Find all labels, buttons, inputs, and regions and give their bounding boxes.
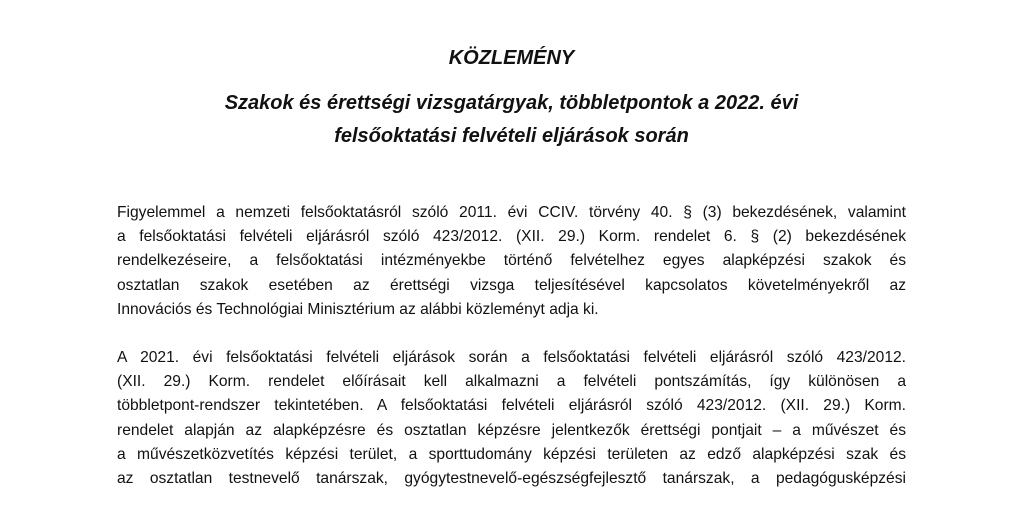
paragraph-line: a felsőoktatási felvételi eljárásról szóló 423/2012. (XII. 29.) Korm. rendelet 6. § (2) bekezdésének: [117, 228, 906, 246]
paragraph-line: A 2021. évi felsőoktatási felvételi eljárások során a felsőoktatási felvételi eljárásról szóló 423/2012.: [117, 349, 906, 366]
paragraph-line: rendelet alapján az alapképzésre és osztatlan képzésre jelentkezők érettségi pontjait – a művészet és: [117, 421, 906, 439]
paragraph-line: a művészetközvetítés képzési terület, a sporttudomány képzési területen az edző alapképzési szak és: [117, 445, 906, 463]
paragraph-line: rendelkezéseire, a felsőoktatási intézményekbe történő felvételhez egyes alapképzési szakok és: [117, 252, 906, 270]
subtitle-line: Szakok és érettségi vizsgatárgyak, többletpontok a 2022. évi: [224, 92, 799, 114]
paragraph-line: osztatlan szakok esetében az érettségi vizsga teljesítésével kapcsolatos követelményekről az: [117, 276, 906, 294]
paragraph-intro: [117, 201, 906, 322]
paragraph-line: Figyelemmel a nemzeti felsőoktatásról szóló 2011. évi CCIV. törvény 40. § (3) bekezdésének, valamint: [117, 204, 906, 221]
paragraph-line: Innovációs és Technológiai Minisztérium az alábbi közleményt adja ki.: [117, 300, 599, 318]
document-title: KÖZLEMÉNY: [448, 47, 575, 69]
paragraph-line: az osztatlan testnevelő tanárszak, gyógytestnevelő-egészségfejlesztő tanárszak, a pedagógusképzési: [117, 469, 906, 487]
paragraph-line: többletpont-rendszer tekintetében. A felsőoktatási felvételi eljárásról szóló 423/2012. (XII. 29.) Korm.: [117, 397, 906, 415]
paragraph-line: (XII. 29.) Korm. rendelet előírásait kell alkalmazni a felvételi pontszámítás, így különösen a: [117, 373, 906, 391]
paragraph-procedure: [117, 346, 906, 491]
subtitle-line: felsőoktatási felvételi eljárások során: [334, 125, 689, 147]
document-subtitle: [0, 87, 1023, 153]
